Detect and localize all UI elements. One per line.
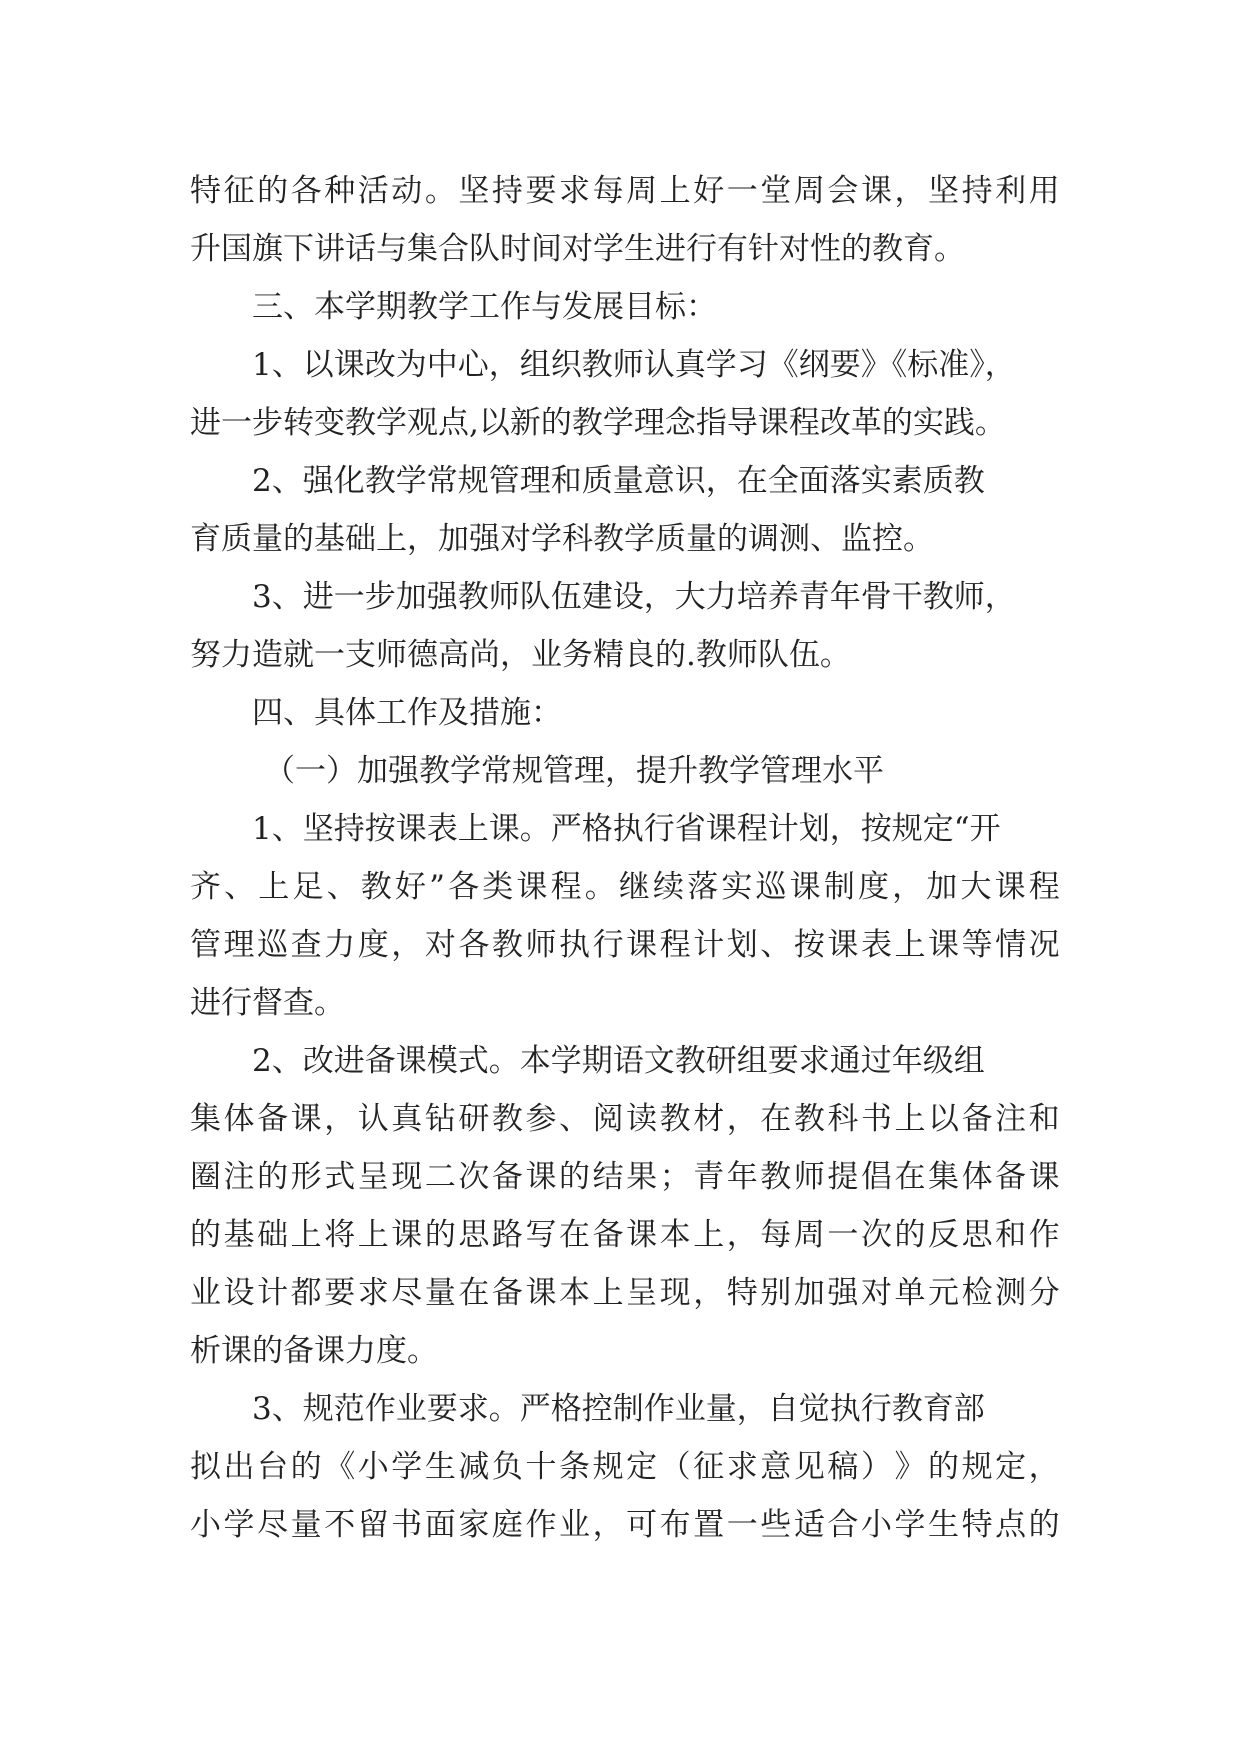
text-line: 1、以课改为中心，组织教师认真学习《纲要》《标准》， <box>252 347 1016 383</box>
text-line: 的 基 础 上 将 上 课 的 思 路 写 在 备 课 本 上 ， 每 周 一 次 的 反 思 和 作 <box>190 1217 1060 1253</box>
text-line: 进一步转变教学观点,以新的教学理念指导课程改革的实践。 <box>190 405 1006 441</box>
text-line: 圈 注 的 形 式 呈 现 二 次 备 课 的 结 果 ； 青 年 教 师 提 倡 在 集 体 备 课 <box>190 1159 1060 1195</box>
text-line: 1、坚持按课表上课。严格执行省课程计划，按规定“开 <box>252 811 1001 847</box>
text-line: 管 理 巡 查 力 度 ， 对 各 教 师 执 行 课 程 计 划 、 按 课 表 上 课 等 情 况 <box>190 927 1060 963</box>
text-line: 业 设 计 都 要 求 尽 量 在 备 课 本 上 呈 现 ， 特 别 加 强 对 单 元 检 测 分 <box>190 1275 1060 1311</box>
subsection-heading: （一）加强教学常规管理，提升教学管理水平 <box>264 753 884 789</box>
text-line: 努力造就一支师德高尚，业务精良的.教师队伍。 <box>190 637 851 673</box>
text-line: 集 体 备 课 ， 认 真 钻 研 教 参 、 阅 读 教 材 ， 在 教 科 书 上 以 备 注 和 <box>190 1101 1060 1137</box>
text-line: 析课的备课力度。 <box>190 1333 438 1369</box>
text-line: 2、改进备课模式。本学期语文教研组要求通过年级组 <box>252 1043 985 1079</box>
body-text <box>190 162 1060 1554</box>
text-line: 2、强化教学常规管理和质量意识，在全面落实素质教 <box>252 463 985 499</box>
text-line: 进行督查。 <box>190 985 345 1021</box>
text-line: 小 学 尽 量 不 留 书 面 家 庭 作 业 ， 可 布 置 一 些 适 合 小 学 生 特 点 的 <box>190 1507 1060 1543</box>
text-line: 升国旗下讲话与集合队时间对学生进行有针对性的教育。 <box>190 231 965 267</box>
section-heading: 四、具体工作及措施： <box>252 695 562 731</box>
text-line: 拟 出 台 的 《 小 学 生 减 负 十 条 规 定 （ 征 求 意 见 稿 ） 》 的 规 定 ， <box>190 1449 1060 1485</box>
text-line: 特 征 的 各 种 活 动 。 坚 持 要 求 每 周 上 好 一 堂 周 会 课 ， 坚 持 利 用 <box>190 173 1060 209</box>
text-line: 3、规范作业要求。严格控制作业量，自觉执行教育部 <box>252 1391 985 1427</box>
text-line: 育质量的基础上，加强对学科教学质量的调测、监控。 <box>190 521 934 557</box>
text-line: 3、进一步加强教师队伍建设，大力培养青年骨干教师， <box>252 579 1016 615</box>
section-heading: 三、本学期教学工作与发展目标： <box>252 289 717 325</box>
text-line: 齐 、 上 足 、 教 好 ” 各 类 课 程 。 继 续 落 实 巡 课 制 度 ， 加 大 课 程 <box>190 869 1060 905</box>
